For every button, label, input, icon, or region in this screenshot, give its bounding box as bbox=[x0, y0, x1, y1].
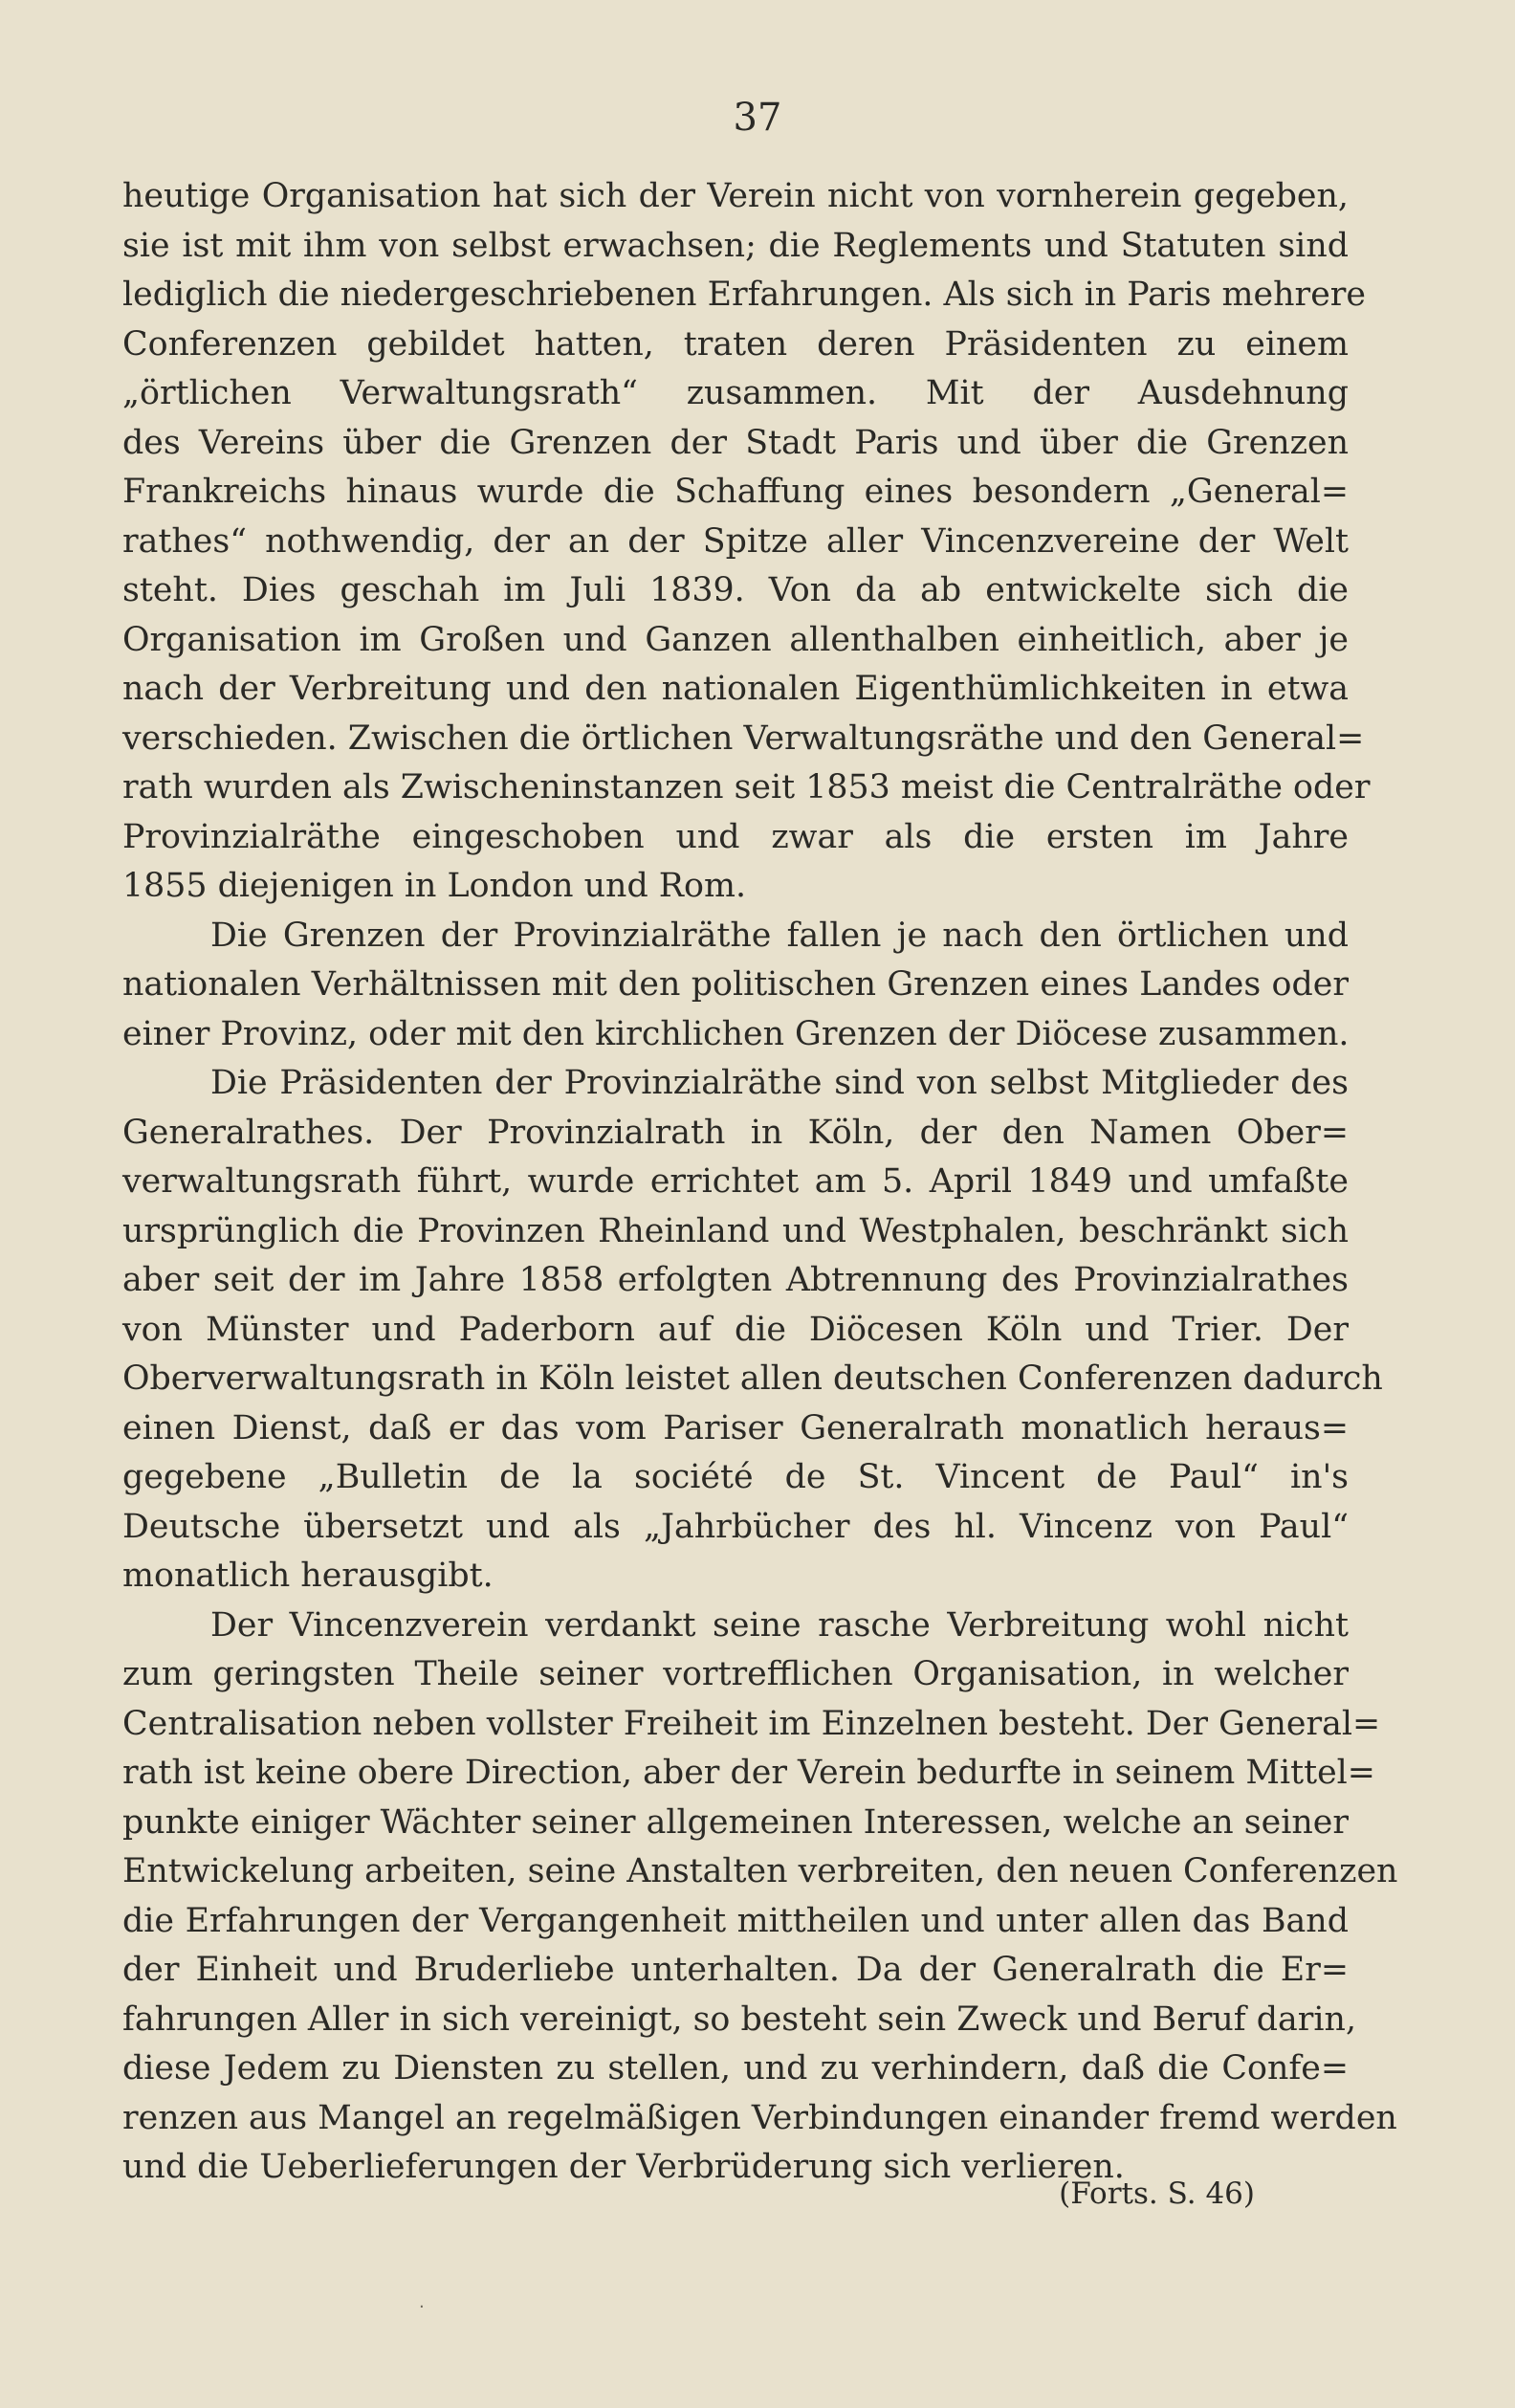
text-line: renzen aus Mangel an regelmäßigen Verbindungen einander fremd werden bbox=[122, 2098, 1397, 2137]
text-line: gegebene „Bulletin de la société de St. Vincent de Paul“ in's bbox=[122, 1458, 1349, 1496]
text-line: sie ist mit ihm von selbst erwachsen; die Reglements und Statuten sind bbox=[122, 226, 1349, 265]
continuation-note: (Forts. S. 46) bbox=[1059, 2176, 1255, 2211]
text-line: fahrungen Aller in sich vereinigt, so besteht sein Zweck und Beruf darin, bbox=[122, 1999, 1356, 2039]
text-line: rath wurden als Zwischeninstanzen seit 1853 meist die Centralräthe oder bbox=[122, 768, 1371, 806]
text-line: Entwickelung arbeiten, seine Anstalten verbreiten, den neuen Conferenzen bbox=[122, 1852, 1398, 1890]
text-line: heutige Organisation hat sich der Verein nicht von vornherein gegeben, bbox=[122, 177, 1349, 215]
print-speck: · bbox=[419, 2297, 425, 2317]
text-line: einen Dienst, daß er das vom Pariser Generalrath monatlich heraus= bbox=[122, 1408, 1349, 1447]
text-line: des Vereins über die Grenzen der Stadt Paris und über die Grenzen bbox=[122, 423, 1349, 462]
text-line: Frankreichs hinaus wurde die Schaffung eines besondern „General= bbox=[122, 473, 1349, 511]
text-line: von Münster und Paderborn auf die Diöcesen Köln und Trier. Der bbox=[122, 1310, 1349, 1349]
text-line: verwaltungsrath führt, wurde errichtet am 5. April 1849 und umfaßte bbox=[122, 1162, 1349, 1201]
paragraph bbox=[122, 1602, 1398, 2193]
text-line: die Erfahrungen der Vergangenheit mittheilen und unter allen das Band bbox=[122, 1901, 1349, 1940]
text-line: zum geringsten Theile seiner vortrefflichen Organisation, in welcher bbox=[122, 1655, 1349, 1693]
text-line: Centralisation neben vollster Freiheit im Einzelnen besteht. Der General= bbox=[122, 1704, 1381, 1743]
text-line: diese Jedem zu Diensten zu stellen, und zu verhindern, daß die Confe= bbox=[122, 2049, 1349, 2088]
text-line: Provinzialräthe eingeschoben und zwar als die ersten im Jahre bbox=[122, 817, 1349, 856]
text-line: Deutsche übersetzt und als „Jahrbücher des hl. Vincenz von Paul“ bbox=[122, 1507, 1349, 1546]
page-number: 37 bbox=[733, 96, 782, 140]
body-text bbox=[122, 172, 1398, 2193]
text-line: der Einheit und Bruderliebe unterhalten. Da der Generalrath die Er= bbox=[122, 1951, 1349, 1989]
text-line: Organisation im Großen und Ganzen allenthalben einheitlich, aber je bbox=[122, 620, 1349, 659]
text-line: einer Provinz, oder mit den kirchlichen Grenzen der Diöcese zusammen. bbox=[122, 1014, 1350, 1053]
text-line: nach der Verbreitung und den nationalen Eigenthümlichkeiten in etwa bbox=[122, 670, 1349, 708]
text-line: Oberverwaltungsrath in Köln leistet allen deutschen Conferenzen dadurch bbox=[122, 1359, 1383, 1398]
text-line: Generalrathes. Der Provinzialrath in Köln, der den Namen Ober= bbox=[122, 1113, 1349, 1152]
text-line: und die Ueberlieferungen der Verbrüderung sich verlieren. bbox=[122, 2148, 1125, 2186]
paragraph bbox=[122, 172, 1371, 912]
text-line: 1855 diejenigen in London und Rom. bbox=[122, 867, 746, 905]
text-line: steht. Dies geschah im Juli 1839. Von da ab entwickelte sich die bbox=[122, 571, 1349, 609]
text-line: verschieden. Zwischen die örtlichen Verwaltungsräthe und den General= bbox=[122, 718, 1365, 758]
text-line: rathes“ nothwendig, der an der Spitze aller Vincenzvereine der Welt bbox=[122, 521, 1349, 561]
text-line: Die Grenzen der Provinzialräthe fallen je nach den örtlichen und bbox=[210, 916, 1349, 955]
text-line: lediglich die niedergeschriebenen Erfahrungen. Als sich in Paris mehrere bbox=[122, 276, 1367, 314]
text-line: Conferenzen gebildet hatten, traten deren Präsidenten zu einem bbox=[122, 324, 1349, 364]
paragraph bbox=[122, 912, 1349, 1060]
text-line: Die Präsidenten der Provinzialräthe sind von selbst Mitglieder des bbox=[210, 1064, 1349, 1102]
text-line: rath ist keine obere Direction, aber der Verein bedurfte in seinem Mittel= bbox=[122, 1754, 1375, 1792]
text-line: punkte einiger Wächter seiner allgemeinen Interessen, welche an seiner bbox=[122, 1802, 1349, 1842]
paragraph bbox=[122, 1059, 1383, 1602]
text-line: nationalen Verhältnissen mit den politischen Grenzen eines Landes oder bbox=[122, 965, 1349, 1004]
text-line: Der Vincenzverein verdankt seine rasche Verbreitung wohl nicht bbox=[210, 1605, 1349, 1645]
text-line: aber seit der im Jahre 1858 erfolgten Abtrennung des Provinzialrathes bbox=[122, 1261, 1349, 1299]
text-line: ursprünglich die Provinzen Rheinland und Westphalen, beschränkt sich bbox=[122, 1211, 1349, 1250]
text-line: monatlich herausgibt. bbox=[122, 1557, 494, 1595]
text-line: „örtlichen Verwaltungsrath“ zusammen. Mit der Ausdehnung bbox=[122, 374, 1349, 412]
